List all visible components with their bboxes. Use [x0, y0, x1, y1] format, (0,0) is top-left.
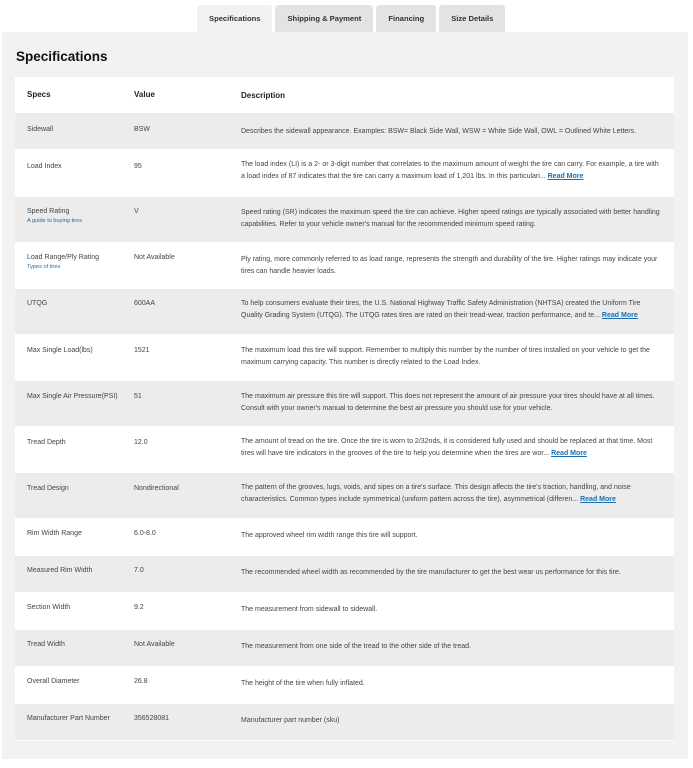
spec-guide-link[interactable]: Types of tires	[27, 264, 61, 270]
spec-label: Load Index	[27, 163, 62, 170]
spec-label: Measured Rim Width	[27, 567, 93, 574]
spec-value: Not Available	[134, 254, 175, 261]
description-text: The pattern of the grooves, lugs, voids, and sipes on a tire's surface. This design affects the tire's traction, handling, and noise characteristics. Common types include symmetrical (uniform pattern across the tire), asymmetrical (differen...	[241, 484, 631, 503]
spec-name	[27, 439, 127, 446]
spec-name	[27, 163, 127, 170]
table-row	[15, 113, 674, 150]
spec-label: Sidewall	[27, 126, 54, 133]
description-text: The recommended wheel width as recommended by the tire manufacturer to get the best wear us performance for this tire.	[241, 569, 621, 576]
spec-value: 26.8	[134, 678, 148, 685]
table-row	[15, 704, 674, 741]
spec-description	[241, 530, 661, 542]
spec-name	[27, 254, 127, 270]
spec-guide-link[interactable]: A guide to buying tires	[27, 218, 83, 224]
spec-description	[241, 604, 661, 616]
table-row	[15, 289, 674, 335]
tab-size-details[interactable]: Size Details	[439, 5, 505, 32]
spec-name	[27, 208, 127, 224]
spec-value: 600AA	[134, 300, 156, 307]
spec-description	[241, 715, 661, 727]
tab-specifications[interactable]: Specifications	[197, 5, 272, 32]
tab-financing[interactable]: Financing	[376, 5, 436, 32]
page-title: Specifications	[16, 49, 108, 64]
spec-value: 7.0	[134, 567, 144, 574]
read-more-link[interactable]: Read More	[551, 449, 587, 457]
table-row	[15, 630, 674, 667]
table-header	[15, 77, 674, 113]
spec-label: UTQG	[27, 300, 48, 307]
spec-description	[241, 436, 661, 459]
description-text: The height of the tire when fully inflated.	[241, 680, 365, 687]
spec-value: 95	[134, 163, 142, 170]
spec-value: 1521	[134, 347, 150, 354]
spec-name	[27, 530, 127, 537]
table-row	[15, 473, 674, 519]
column-header-value: Value	[134, 90, 155, 99]
table-row	[15, 197, 674, 243]
spec-label: Tread Design	[27, 485, 69, 492]
spec-value: 356528081	[134, 715, 170, 722]
table-row	[15, 667, 674, 704]
spec-label: Tread Depth	[27, 439, 66, 446]
spec-description	[241, 254, 661, 277]
spec-label: Max Single Load(lbs)	[27, 347, 93, 354]
read-more-link[interactable]: Read More	[601, 311, 638, 319]
spec-name	[27, 300, 127, 307]
table-row	[15, 243, 674, 289]
spec-label: Max Single Air Pressure(PSI)	[27, 393, 118, 400]
column-header-specs: Specs	[27, 90, 51, 99]
spec-name	[27, 393, 127, 400]
description-text: The approved wheel rim width range this tire will support.	[241, 532, 418, 539]
spec-label: Section Width	[27, 604, 71, 611]
tab-shipping-payment[interactable]: Shipping & Payment	[275, 5, 373, 32]
description-text: Speed rating (SR) indicates the maximum speed the tire can achieve. Higher speed ratings are typically associated with better handling capabilities. Refer to your vehicle owner's manual for the recommended minimum speed rating.	[241, 209, 660, 228]
table-row	[15, 381, 674, 427]
spec-value: 12.0	[134, 439, 148, 446]
spec-description	[241, 126, 661, 138]
spec-name	[27, 641, 127, 648]
spec-name	[27, 567, 127, 574]
spec-value: V	[134, 208, 139, 215]
tab-bar	[197, 5, 505, 32]
spec-value: 51	[134, 393, 142, 400]
spec-name	[27, 485, 127, 492]
table-row	[15, 335, 674, 381]
table-row	[15, 519, 674, 556]
description-text: Describes the sidewall appearance. Examples: BSW= Black Side Wall, WSW = White Side Wall, OWL = Outlined White Letters.	[241, 128, 637, 135]
description-text: To help consumers evaluate their tires, the U.S. National Highway Traffic Safety Administration (NHTSA) created the Uniform Tire Quality Grading System (UTQG). The UTQG rates tires are rated on their tread-wear, traction performance, and te...	[241, 300, 641, 319]
spec-description	[241, 159, 661, 182]
description-text: The amount of tread on the tire. Once the tire is worn to 2/32nds, it is considered fully used and should be replaced at that time. Most tires will have tire indicators in the grooves of the tire to help you determine when the tires are wor...	[241, 438, 653, 457]
spec-description	[241, 345, 661, 368]
description-text: The measurement from one side of the tread to the other side of the tread.	[241, 643, 471, 650]
spec-label: Speed Rating	[27, 208, 70, 215]
spec-table	[15, 77, 674, 741]
spec-value: BSW	[134, 126, 150, 133]
table-row	[15, 427, 674, 473]
spec-description	[241, 641, 661, 653]
read-more-link[interactable]: Read More	[580, 495, 616, 503]
spec-name	[27, 347, 127, 354]
spec-label: Overall Diameter	[27, 678, 80, 685]
spec-name	[27, 604, 127, 611]
spec-label: Tread Width	[27, 641, 65, 648]
description-text: The maximum air pressure this tire will support. This does not represent the amount of air pressure your tires should have at all times. Consult with your owner's manual to determine the best air pressure you should use for your vehicle.	[241, 393, 655, 412]
table-row	[15, 593, 674, 630]
spec-value: Nondirectional	[134, 485, 179, 492]
specifications-panel	[2, 32, 688, 759]
spec-description	[241, 567, 661, 579]
spec-name	[27, 678, 127, 685]
spec-description	[241, 678, 661, 690]
spec-description	[241, 391, 661, 414]
description-text: The maximum load this tire will support. Remember to multiply this number by the number of tires installed on your vehicle to get the maximum carrying capacity. This number is directly related to the Load Index.	[241, 347, 650, 366]
description-text: The load index (LI) is a 2- or 3-digit number that correlates to the maximum amount of weight the tire can carry. For example, a tire with a load index of 87 indicates that the tire can carry a maximum load of 1,201 lbs. In this particulari...	[241, 161, 659, 180]
spec-description	[241, 207, 661, 230]
spec-value: Not Available	[134, 641, 175, 648]
spec-description	[241, 482, 661, 505]
table-row	[15, 556, 674, 593]
read-more-link[interactable]: Read More	[547, 172, 584, 180]
spec-description	[241, 298, 661, 321]
spec-value: 9.2	[134, 604, 144, 611]
spec-label: Rim Width Range	[27, 530, 82, 537]
description-text: Manufacturer part number (sku)	[241, 717, 340, 724]
column-header-description: Description	[241, 91, 286, 100]
spec-label: Load Range/Ply Rating	[27, 254, 99, 261]
description-text: The measurement from sidewall to sidewall.	[241, 606, 378, 613]
spec-name	[27, 715, 127, 722]
spec-label: Manufacturer Part Number	[27, 715, 110, 722]
table-row	[15, 150, 674, 197]
spec-name	[27, 126, 127, 133]
description-text: Ply rating, more commonly referred to as load range, represents the strength and durability of the tire. Higher ratings may indicate your tires can handle heavier loads.	[241, 256, 658, 275]
spec-value: 6.0-8.0	[134, 530, 156, 537]
